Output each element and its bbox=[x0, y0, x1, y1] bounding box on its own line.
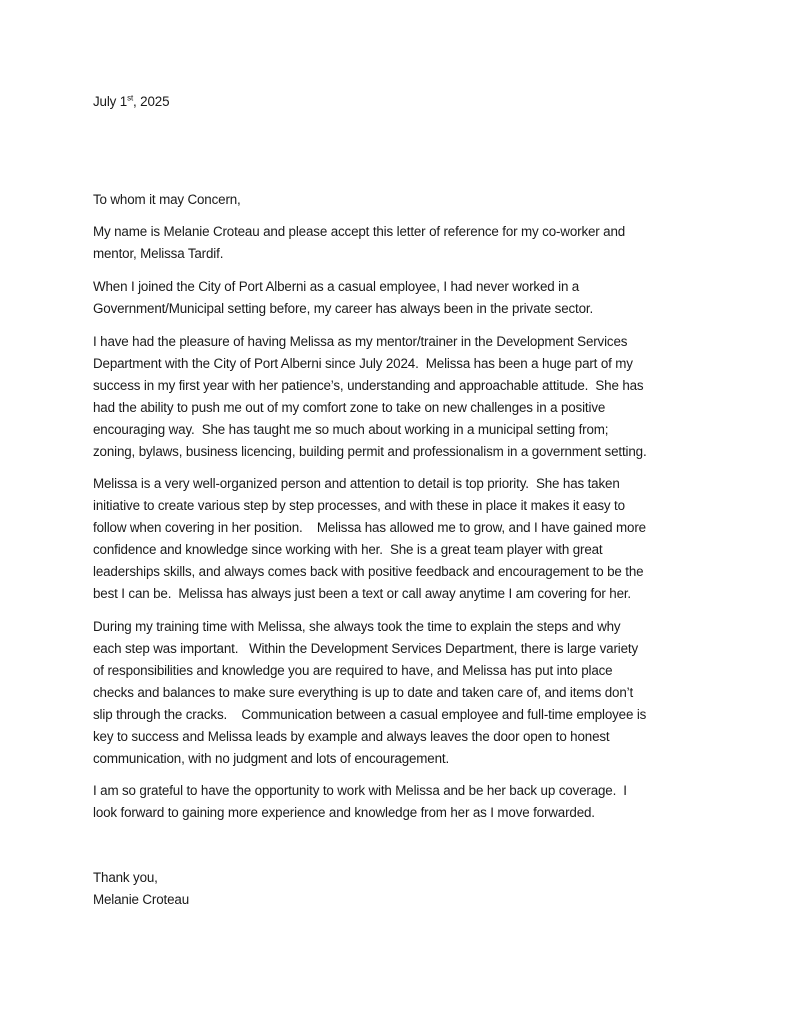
paragraph-line: encouraging way. She has taught me so much about working in a municipal setting from; bbox=[93, 422, 609, 437]
paragraph-line: zoning, bylaws, business licencing, building permit and professionalism in a government setting. bbox=[93, 444, 647, 459]
paragraph-line: Melissa is a very well-organized person and attention to detail is top priority. She has taken bbox=[93, 476, 620, 491]
paragraph-line: I have had the pleasure of having Melissa as my mentor/trainer in the Development Services bbox=[93, 334, 628, 349]
paragraph-line: of responsibilities and knowledge you are required to have, and Melissa has put into place bbox=[93, 663, 613, 678]
paragraph-line: When I joined the City of Port Alberni as a casual employee, I had never worked in a bbox=[93, 279, 580, 294]
paragraph-line: communication, with no judgment and lots of encouragement. bbox=[93, 751, 450, 766]
paragraph-line: mentor, Melissa Tardif. bbox=[93, 246, 224, 261]
paragraph-line: Department with the City of Port Alberni since July 2024. Melissa has been a huge part of my bbox=[93, 356, 633, 371]
date-year: , 2025 bbox=[133, 94, 170, 109]
paragraph-line: look forward to gaining more experience and knowledge from her as I move forwarded. bbox=[93, 805, 595, 820]
paragraph-line: During my training time with Melissa, she always took the time to explain the steps and why bbox=[93, 619, 621, 634]
paragraph-line: key to success and Melissa leads by example and always leaves the door open to honest bbox=[93, 729, 610, 744]
closing: Thank you, bbox=[93, 870, 158, 885]
paragraph-line: initiative to create various step by step processes, and with these in place it makes it easy to bbox=[93, 498, 625, 513]
paragraph-line: best I can be. Melissa has always just been a text or call away anytime I am covering for her. bbox=[93, 586, 632, 601]
signature-name: Melanie Croteau bbox=[93, 892, 190, 907]
salutation: To whom it may Concern, bbox=[93, 192, 241, 207]
date-ordinal-suffix: st bbox=[127, 93, 134, 103]
paragraph-line: I am so grateful to have the opportunity to work with Melissa and be her back up coverage. I bbox=[93, 783, 627, 798]
paragraph-line: each step was important. Within the Development Services Department, there is large variety bbox=[93, 641, 638, 656]
paragraph-line: My name is Melanie Croteau and please accept this letter of reference for my co-worker and bbox=[93, 224, 626, 239]
paragraph-line: slip through the cracks. Communication between a casual employee and full-time employee is bbox=[93, 707, 647, 722]
paragraph-line: follow when covering in her position. Melissa has allowed me to grow, and I have gained more bbox=[93, 520, 646, 535]
letter-date bbox=[93, 94, 169, 110]
paragraph-line: confidence and knowledge since working with her. She is a great team player with great bbox=[93, 542, 603, 557]
paragraph-line: had the ability to push me out of my comfort zone to take on new challenges in a positive bbox=[93, 400, 606, 415]
date-month-day: July 1 bbox=[93, 94, 128, 109]
paragraph-line: leaderships skills, and always comes back with positive feedback and encouragement to be the bbox=[93, 564, 644, 579]
paragraph-line: checks and balances to make sure everything is up to date and taken care of, and items don’t bbox=[93, 685, 634, 700]
paragraph-line: success in my first year with her patience’s, understanding and approachable attitude. She has bbox=[93, 378, 644, 393]
paragraph-line: Government/Municipal setting before, my career has always been in the private sector. bbox=[93, 301, 594, 316]
